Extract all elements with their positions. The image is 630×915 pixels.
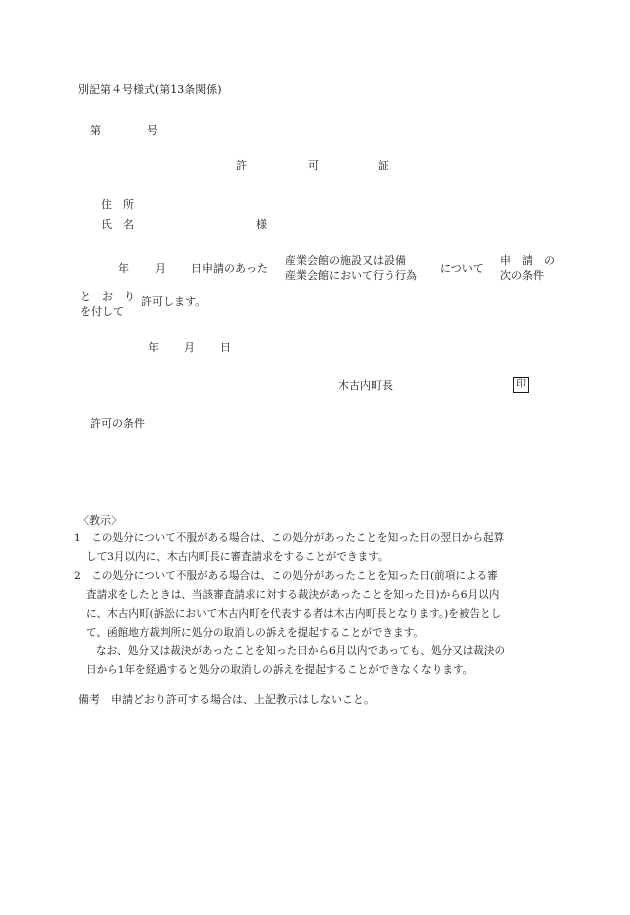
conditions-label: 許可の条件 [90, 417, 145, 430]
condition-prefix [500, 253, 555, 283]
title-char-1: 許 [236, 159, 247, 172]
subject-line-2: 産業会館において行う行為 [285, 269, 417, 282]
remarks: 備考 申請どおり許可する場合は、上記教示はしないこと。 [78, 693, 375, 706]
title-char-2: 可 [308, 159, 319, 172]
condition-line-2: 次の条件 [500, 269, 544, 282]
notice-line: に、木古内町(訴訟において木古内町を代表する者は木古内町長となります。)を被告とし [86, 608, 502, 620]
number-prefix: 第 [90, 124, 101, 137]
seal-mark: 印 [513, 377, 529, 393]
as-requested [80, 289, 135, 319]
as-line-2: を付して [80, 305, 124, 318]
notice-line: て、函館地方裁判所に処分の取消しの訴えを提起することができます。 [86, 627, 424, 639]
subject-line-1: 産業会館の施設又は設備 [285, 254, 406, 267]
form-reference: 別記第４号様式(第13条関係) [78, 83, 222, 96]
application-month: 月 [155, 262, 166, 275]
honorific: 様 [256, 218, 267, 231]
as-line-1: と お り [80, 290, 135, 303]
notice-line: 2 この処分について不服がある場合は、この処分があったことを知った日(前項による審 [74, 570, 498, 582]
notice-line: 査請求をしたときは、当該審査請求に対する裁決があったことを知った日)から6月以内 [86, 589, 500, 601]
about-text: について [440, 262, 484, 275]
application-day-text: 日申請のあった [191, 262, 268, 275]
name-label: 氏 名 [101, 218, 134, 231]
issue-month: 月 [184, 341, 195, 354]
number-suffix: 号 [147, 124, 158, 137]
application-year: 年 [118, 262, 129, 275]
notice-line: して3月以内に、木古内町長に審査請求をすることができます。 [86, 551, 389, 563]
condition-line-1: 申 請 の [500, 254, 555, 267]
issue-year: 年 [148, 341, 159, 354]
notice-line: 1 この処分について不服がある場合は、この処分があったことを知った日の翌日から起算 [74, 532, 505, 544]
permit-text: 許可します。 [141, 295, 207, 308]
notice-heading: 〈教示〉 [78, 514, 122, 527]
application-subject [285, 253, 417, 283]
notice-line: 日から1年を経過すると処分の取消しの訴えを提起することができなくなります。 [86, 664, 474, 676]
notice-line: なお、処分又は裁決があったことを知った日から6月以内であっても、処分又は裁決の [96, 645, 506, 657]
title-char-3: 証 [378, 159, 389, 172]
issuer-name: 木古内町長 [338, 379, 393, 392]
address-label: 住 所 [101, 198, 134, 211]
issue-day: 日 [220, 341, 231, 354]
